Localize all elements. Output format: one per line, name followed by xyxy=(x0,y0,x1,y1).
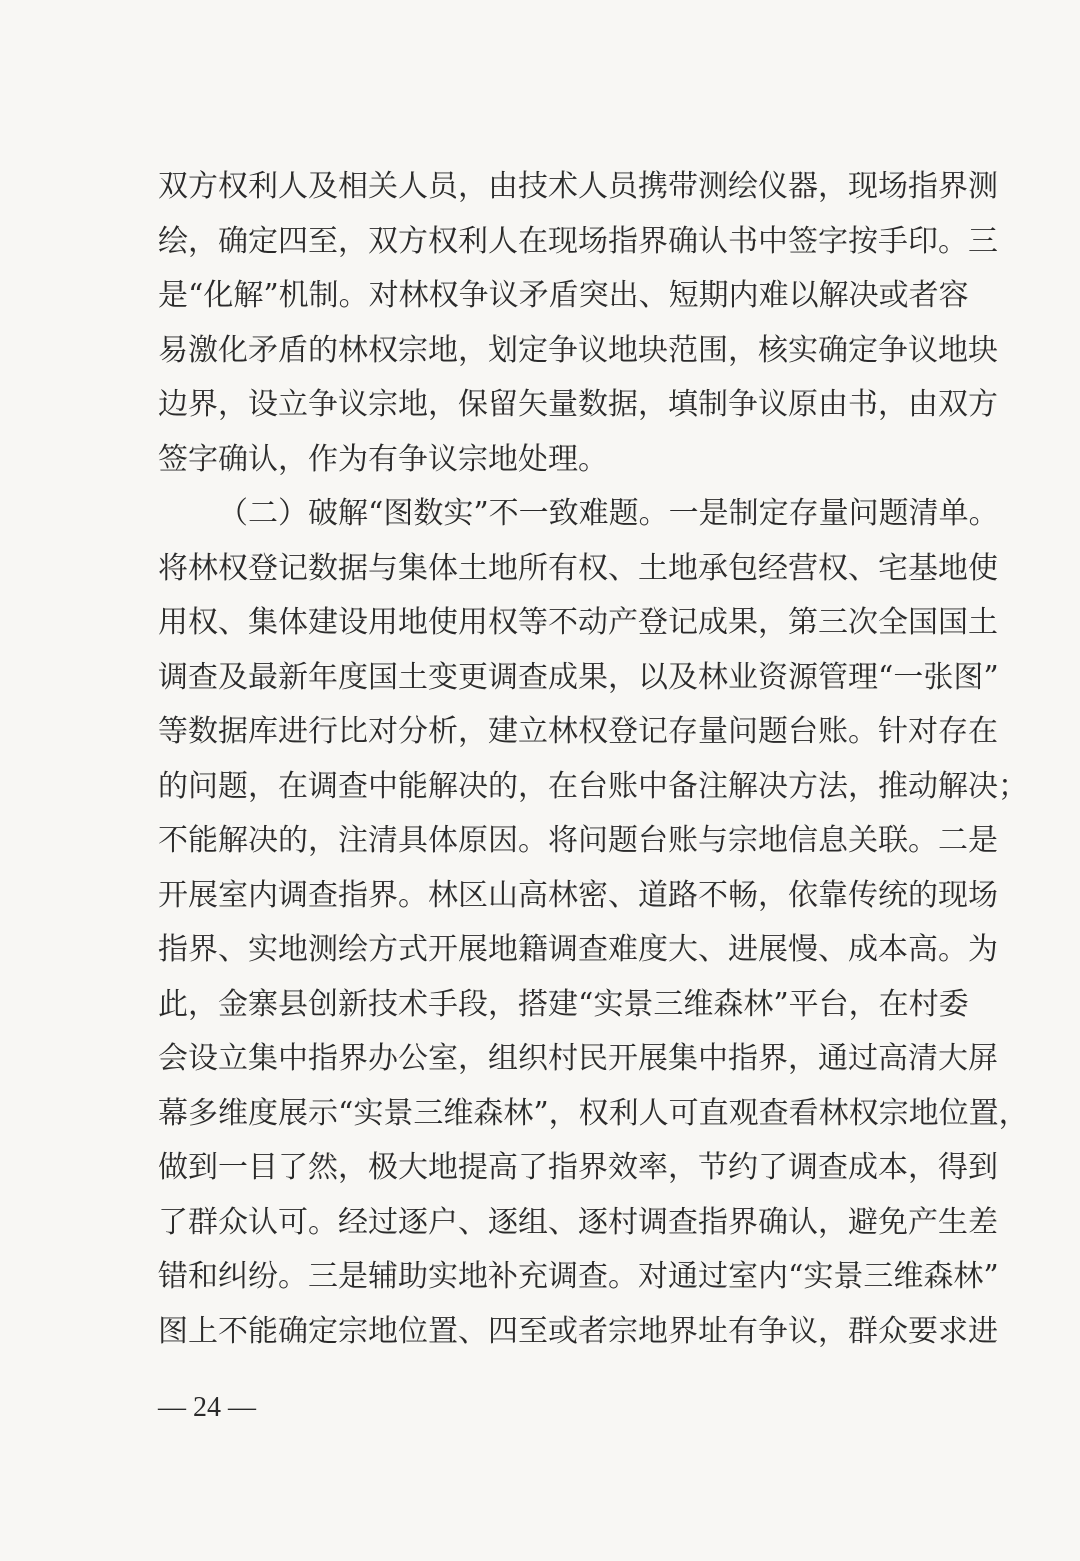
text-line: 此，金寨县创新技术手段，搭建“实景三维森林”平台，在村委 xyxy=(158,986,969,1022)
text-line: 调查及最新年度国土变更调查成果，以及林业资源管理“一张图” xyxy=(158,659,999,695)
text-line: 指界、实地测绘方式开展地籍调查难度大、进展慢、成本高。为 xyxy=(158,932,998,967)
text-line: 签字确认，作为有争议宗地处理。 xyxy=(158,441,608,477)
text-line: 图上不能确定宗地位置、四至或者宗地界址有争议，群众要求进 xyxy=(158,1313,998,1349)
text-line: 绘，确定四至，双方权利人在现场指界确认书中签字按手印。三 xyxy=(158,223,998,259)
text-line: 不能解决的，注清具体原因。将问题台账与宗地信息关联。二是 xyxy=(158,823,998,858)
text-line: 开展室内调查指界。林区山高林密、道路不畅，依靠传统的现场 xyxy=(158,877,998,913)
text-line: 双方权利人及相关人员，由技术人员携带测绘仪器，现场指界测 xyxy=(158,169,998,204)
text-line: 用权、集体建设用地使用权等不动产登记成果，第三次全国国土 xyxy=(158,605,998,640)
text-line: 幕多维度展示“实景三维森林”，权利人可直观查看林权宗地位置， xyxy=(158,1095,1029,1131)
section-heading-line: （二）破解“图数实”不一致难题。一是制定存量问题清单。 xyxy=(218,496,999,531)
text-line: 了群众认可。经过逐户、逐组、逐村调查指界确认，避免产生差 xyxy=(158,1204,998,1240)
text-line: 做到一目了然，极大地提高了指界效率，节约了调查成本，得到 xyxy=(158,1150,998,1185)
text-line: 边界，设立争议宗地，保留矢量数据，填制争议原由书，由双方 xyxy=(158,387,998,422)
text-line: 等数据库进行比对分析，建立林权登记存量问题台账。针对存在 xyxy=(158,714,998,749)
page-number: — 24 — xyxy=(158,1392,256,1423)
text-line: 是“化解”机制。对林权争议矛盾突出、短期内难以解决或者容 xyxy=(158,278,969,313)
text-line: 的问题，在调查中能解决的，在台账中备注解决方法，推动解决； xyxy=(158,768,1028,804)
text-line: 会设立集中指界办公室，组织村民开展集中指界，通过高清大屏 xyxy=(158,1041,998,1076)
text-line: 易激化矛盾的林权宗地，划定争议地块范围，核实确定争议地块 xyxy=(158,332,998,368)
body-text xyxy=(158,160,1029,1359)
text-line: 错和纠纷。三是辅助实地补充调查。对通过室内“实景三维森林” xyxy=(158,1259,999,1294)
text-line: 将林权登记数据与集体土地所有权、土地承包经营权、宅基地使 xyxy=(158,550,998,586)
